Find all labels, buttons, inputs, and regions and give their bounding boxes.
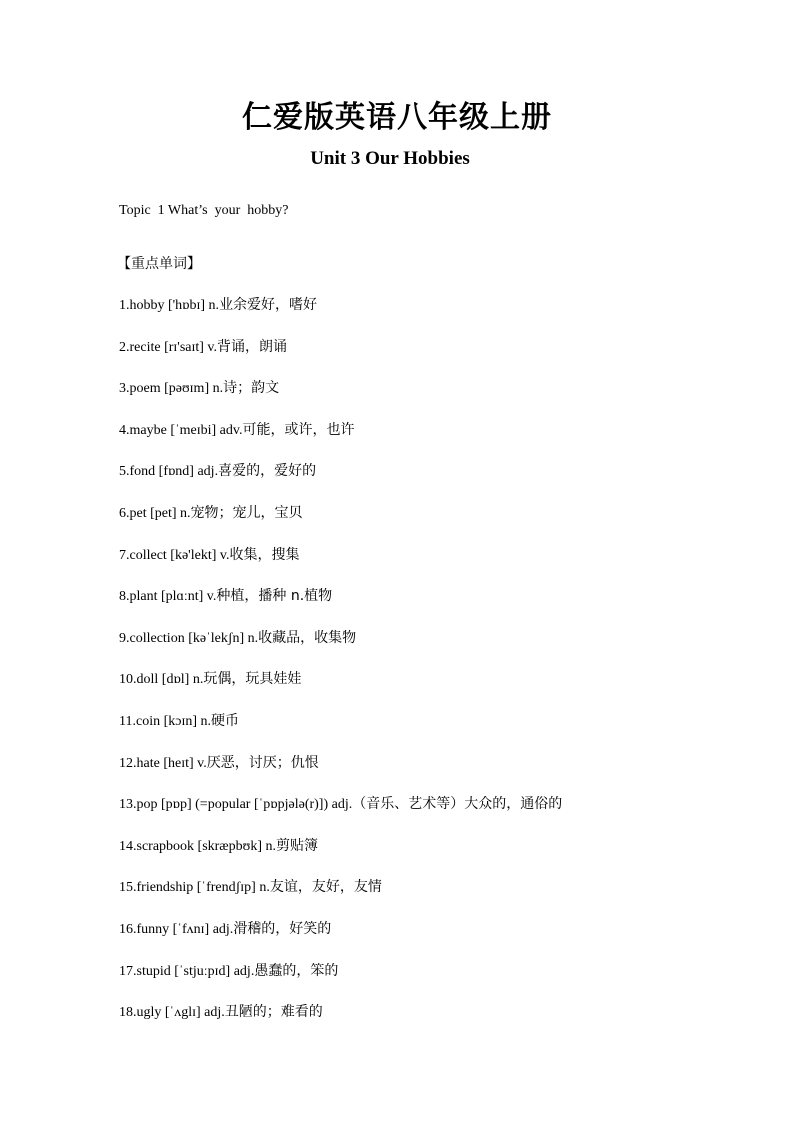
vocab-meaning: 剪贴簿 xyxy=(276,837,318,854)
vocab-word: 14.scrapbook [skræpbʊk] n. xyxy=(119,838,276,854)
document-title: 仁爱版英语八年级上册 xyxy=(242,100,552,135)
vocab-meaning: 种植，播种 n.植物 xyxy=(216,588,333,605)
vocab-item xyxy=(119,752,562,794)
unit-subtitle: Unit 3 Our Hobbies xyxy=(310,148,470,169)
vocab-meaning: 滑稽的，好笑的 xyxy=(233,920,332,937)
vocab-meaning: 可能，或许，也许 xyxy=(242,421,355,438)
vocab-meaning: 友谊，友好，友情 xyxy=(269,879,382,896)
vocab-word: 18.ugly [ˈʌglɪ] adj. xyxy=(119,1005,225,1021)
vocab-word: 6.pet [pet] n. xyxy=(119,505,191,521)
vocab-meaning: （音乐、艺术等）大众的，通俗的 xyxy=(352,796,563,813)
topic-heading: Topic 1 What’s your hobby? xyxy=(119,203,289,218)
vocab-item xyxy=(119,544,562,586)
vocab-item xyxy=(119,876,562,918)
vocab-meaning: 业余爱好，嗜好 xyxy=(219,297,318,313)
vocab-word: 7.collect [kə'lekt] v. xyxy=(119,547,230,563)
vocab-word: 1.hobby ['hɒbɪ] n. xyxy=(119,298,220,313)
vocab-word: 12.hate [heɪt] v. xyxy=(119,755,207,771)
vocab-item xyxy=(119,710,562,752)
vocab-word: 13.pop [pɒp] (=popular [ˈpɒpjələ(r)]) adj. xyxy=(119,797,353,813)
vocab-item xyxy=(119,377,562,419)
vocab-item xyxy=(119,918,562,960)
vocab-item xyxy=(119,294,562,336)
vocab-meaning: 背诵，朗诵 xyxy=(217,338,288,355)
vocab-item xyxy=(119,835,562,877)
vocab-word: 10.doll [dɒl] n. xyxy=(119,672,204,688)
vocabulary-list xyxy=(119,294,562,1043)
vocab-item xyxy=(119,1001,562,1043)
vocab-word: 4.maybe [ˈmeɪbi] adv. xyxy=(119,422,243,438)
vocab-word: 15.friendship [ˈfrendʃɪp] n. xyxy=(119,880,270,896)
vocab-item xyxy=(119,793,562,835)
vocab-word: 9.collection [kəˈlekʃn] n. xyxy=(119,630,259,646)
vocab-meaning: 收藏品，收集物 xyxy=(258,629,357,646)
vocab-meaning: 收集，搜集 xyxy=(229,546,300,563)
section-heading: 【重点单词】 xyxy=(117,256,201,272)
vocab-word: 8.plant [plɑːnt] v. xyxy=(119,589,217,605)
vocab-item xyxy=(119,627,562,669)
vocab-meaning: 诗；韵文 xyxy=(223,380,280,397)
vocab-item xyxy=(119,460,562,502)
vocab-word: 11.coin [kɔɪn] n. xyxy=(119,713,212,729)
vocab-meaning: 厌恶，讨厌；仇恨 xyxy=(206,754,319,771)
vocab-meaning: 宠物；宠儿，宝贝 xyxy=(190,504,303,521)
vocab-item xyxy=(119,502,562,544)
vocab-item xyxy=(119,336,562,378)
vocab-word: 5.fond [fɒnd] adj. xyxy=(119,464,219,480)
vocab-word: 3.poem [pəʊɪm] n. xyxy=(119,381,224,397)
vocab-word: 17.stupid [ˈstjuːpɪd] adj. xyxy=(119,963,255,979)
vocab-meaning: 硬币 xyxy=(211,712,240,729)
vocab-meaning: 喜爱的，爱好的 xyxy=(218,463,317,480)
vocab-item xyxy=(119,585,562,627)
vocab-item xyxy=(119,960,562,1002)
vocab-item xyxy=(119,668,562,710)
vocab-meaning: 丑陋的；难看的 xyxy=(224,1004,323,1021)
vocab-word: 2.recite [rɪ'saɪt] v. xyxy=(119,339,218,355)
vocab-meaning: 玩偶，玩具娃娃 xyxy=(203,671,302,688)
vocab-meaning: 愚蠢的，笨的 xyxy=(254,962,339,979)
vocab-item xyxy=(119,419,562,461)
vocab-word: 16.funny [ˈfʌnɪ] adj. xyxy=(119,921,234,937)
